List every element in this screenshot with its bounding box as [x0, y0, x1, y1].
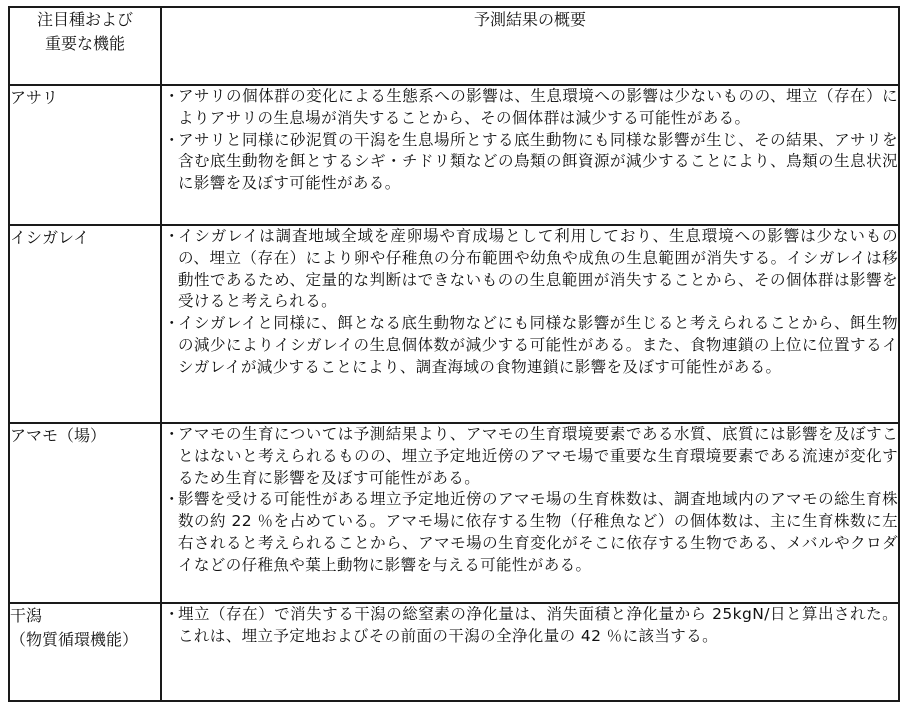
bullet-item: [162, 130, 898, 195]
bullet-mark: ・: [164, 227, 180, 245]
bullet-text: アサリと同様に砂泥質の干潟を生息場所とする底生動物にも同様な影響が生じ、その結果、アサリを含む底生動物を餌とするシギ・チドリ類などの鳥類の餌資源が減少することにより、鳥類の生息状況に影響を及ぼす可能性がある。: [178, 130, 898, 193]
header-species-line1: 注目種および: [36, 10, 133, 29]
bullet-text: イシガレイと同様に、餌となる底生動物などにも同様な影響が生じると考えられることから、餌生物の減少によりイシガレイの生息個体数が減少する可能性がある。また、食物連鎖の上位に位置するイシガレイが減少することにより、調査海域の食物連鎖に影響を及ぼす可能性がある。: [178, 314, 898, 376]
bullet-text: 埋立（存在）で消失する干潟の総窒素の浄化量は、消失面積と浄化量から 25kgN/日と算出された。これは、埋立予定地およびその前面の干潟の全浄化量の 42 ％に該当する。: [178, 605, 898, 645]
bullet-item: [162, 313, 898, 378]
row-name-higata: [9, 603, 161, 701]
bullet-mark: ・: [164, 425, 180, 443]
table-header-row: [9, 7, 899, 85]
row-body-ishigarei: [161, 225, 899, 423]
bullet-mark: ・: [164, 314, 180, 333]
bullet-text: アマモの生育については予測結果より、アマモの生育環境要素である水質、底質には影響を及ぼすことはないと考えられるものの、埋立予定地近傍のアマモ場で重要な生育環境要素である流速が変化するため生育に影響を及ぼす可能性がある。: [178, 425, 898, 487]
row-name-amamo: アマモ（場）: [9, 423, 161, 603]
table-row-amamo: [9, 423, 899, 603]
row-body-amamo: [161, 423, 899, 603]
header-species-function: [9, 7, 161, 85]
bullet-item: [162, 86, 898, 130]
bullet-item: [162, 424, 898, 489]
bullet-text: 影響を受ける可能性がある埋立予定地近傍のアマモ場の生育株数は、調査地域内のアマモの総生育株数の約 22 ％を占めている。アマモ場に依存する生物（仔稚魚など）の個体数は、主に生育株数に左右されると考えられることから、アマモ場の生育変化がそこに依存する生物である、メバルやクロダイなどの仔稚魚や葉上動物に影響を与える可能性がある。: [178, 490, 898, 574]
bullet-item: [162, 226, 898, 313]
bullet-mark: ・: [164, 490, 180, 509]
table-row-asari: [9, 85, 899, 225]
header-prediction-summary: 予測結果の概要: [161, 7, 899, 85]
row-name-higata-line2: （物質循環機能）: [10, 630, 139, 649]
row-name-ishigarei: イシガレイ: [9, 225, 161, 423]
row-body-asari: [161, 85, 899, 225]
header-species-line2: 重要な機能: [44, 34, 125, 53]
bullet-text: イシガレイは調査地域全域を産卵場や育成場として利用しており、生息環境への影響は少ないものの、埋立（存在）により卵や仔稚魚の分布範囲や幼魚や成魚の生息範囲が消失する。イシガレイは移動性であるため、定量的な判断はできないものの生息範囲が消失することから、その個体群は影響を受けると考えられる。: [178, 227, 899, 311]
row-name-asari: アサリ: [9, 85, 161, 225]
bullet-mark: ・: [164, 87, 180, 105]
bullet-item: [162, 604, 898, 648]
prediction-summary-table: [8, 6, 900, 702]
bullet-mark: ・: [164, 130, 180, 149]
row-body-higata: [161, 603, 899, 701]
bullet-text: アサリの個体群の変化による生態系への影響は、生息環境への影響は少ないものの、埋立（存在）によりアサリの生息場が消失することから、その個体群は減少する可能性がある。: [178, 87, 898, 127]
bullet-mark: ・: [164, 605, 180, 623]
bullet-item: [162, 489, 898, 576]
table-row-higata: [9, 603, 899, 701]
table-row-ishigarei: [9, 225, 899, 423]
row-name-higata-line1: 干潟: [10, 606, 43, 625]
